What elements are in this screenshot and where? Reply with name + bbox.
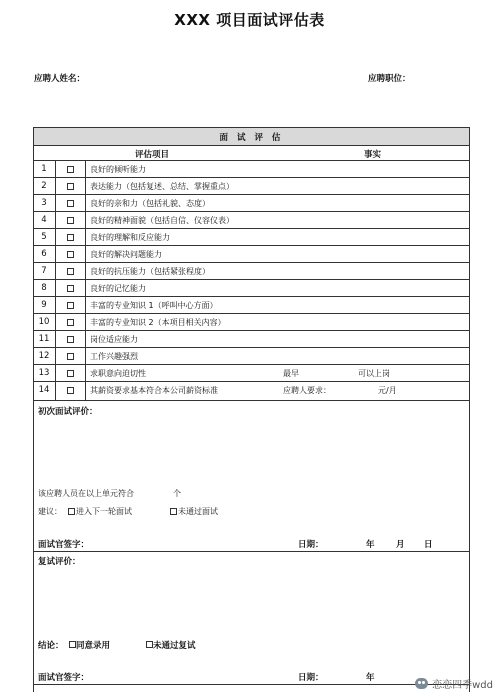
row-item-text: 良好的亲和力（包括礼貌、态度）: [90, 199, 210, 208]
row-extra-value: 元/月: [378, 386, 397, 395]
row-divider: [33, 347, 470, 348]
row-number: 12: [38, 351, 50, 361]
date-year-2: 年: [366, 673, 375, 683]
row-checkbox[interactable]: [67, 319, 74, 326]
row-divider: [33, 160, 470, 161]
row-divider: [33, 364, 470, 365]
watermark-text: 恋恋四季wdd: [432, 680, 493, 691]
watermark: [415, 676, 493, 691]
hire-checkbox[interactable]: [69, 641, 76, 648]
row-number: 2: [41, 181, 47, 191]
row-divider: [33, 177, 470, 178]
row-checkbox[interactable]: [67, 302, 74, 309]
col-line-number: [55, 160, 56, 400]
applicant-name-label: 应聘人姓名：: [34, 74, 86, 84]
interviewer-sign-label-2: 面试官签字：: [38, 673, 90, 683]
row-divider: [33, 279, 470, 280]
row-item-text: 良好的精神面貌（包括自信、仪容仪表）: [90, 216, 234, 225]
row-extra-value: 可以上岗: [358, 369, 390, 378]
row-number: 11: [38, 334, 50, 344]
first-eval-bottom: [33, 551, 470, 552]
suggestion-label: 建议：: [38, 507, 62, 516]
row-checkbox[interactable]: [67, 268, 74, 275]
row-item-text: 丰富的专业知识 1（呼叫中心方面）: [90, 301, 218, 310]
row-item-text: 良好的抗压能力（包括紧张程度）: [90, 267, 210, 276]
row-item-text: 良好的解决问题能力: [90, 250, 162, 259]
row-item-text: 求职意向迫切性: [90, 369, 146, 378]
row-item-text: 其薪资要求基本符合本公司薪资标准: [90, 386, 218, 395]
row-divider: [33, 262, 470, 263]
row-number: 14: [38, 385, 50, 395]
meets-unit: 个: [173, 489, 181, 498]
row-divider: [33, 245, 470, 246]
row-number: 4: [41, 215, 47, 225]
fail2-option: 未通过复试: [153, 641, 196, 651]
row-checkbox[interactable]: [67, 353, 74, 360]
row-item-text: 丰富的专业知识 2（本项目相关内容）: [90, 318, 226, 327]
document-title: XXX 项目面试评估表: [174, 11, 325, 29]
fail-option: 未通过面试: [178, 507, 218, 516]
row-number: 10: [38, 317, 50, 327]
row-divider: [33, 313, 470, 314]
row-number: 3: [41, 198, 47, 208]
row-checkbox[interactable]: [67, 217, 74, 224]
row-divider: [33, 330, 470, 331]
next-round-option: 进入下一轮面试: [76, 507, 132, 516]
row-item-text: 良好的倾听能力: [90, 165, 146, 174]
header-divider: [33, 145, 470, 146]
fail-checkbox[interactable]: [170, 508, 177, 515]
row-number: 5: [41, 232, 47, 242]
date-day: 日: [424, 540, 433, 550]
row-item-text: 工作兴趣强烈: [90, 352, 138, 361]
date-label: 日期：: [298, 540, 324, 550]
row-item-text: 良好的理解和反应能力: [90, 233, 170, 242]
row-checkbox[interactable]: [67, 387, 74, 394]
wechat-icon: [415, 678, 428, 689]
row-number: 6: [41, 249, 47, 259]
first-eval-label: 初次面试评价：: [38, 407, 98, 417]
row-extra-label: 最早: [283, 369, 299, 378]
row-extra-label: 应聘人要求：: [283, 386, 331, 395]
row-number: 8: [41, 283, 47, 293]
row-item-text: 良好的记忆能力: [90, 284, 146, 293]
row-divider: [33, 296, 470, 297]
row-checkbox[interactable]: [67, 370, 74, 377]
table-bottom: [33, 400, 470, 401]
conclusion-label: 结论：: [38, 641, 64, 651]
row-number: 9: [41, 300, 47, 310]
row-item-text: 表达能力（包括复述、总结、掌握重点）: [90, 182, 234, 191]
row-number: 13: [38, 368, 50, 378]
re-eval-label: 复试评价：: [38, 557, 81, 567]
row-checkbox[interactable]: [67, 183, 74, 190]
row-checkbox[interactable]: [67, 285, 74, 292]
row-checkbox[interactable]: [67, 336, 74, 343]
row-checkbox[interactable]: [67, 234, 74, 241]
fail2-checkbox[interactable]: [146, 641, 153, 648]
row-checkbox[interactable]: [67, 166, 74, 173]
row-divider: [33, 211, 470, 212]
row-number: 1: [41, 164, 47, 174]
section-title: 面 试 评 估: [219, 133, 284, 143]
row-checkbox[interactable]: [67, 251, 74, 258]
date-label-2: 日期：: [298, 673, 324, 683]
col-item-header: 评估项目: [135, 150, 170, 160]
col-fact-header: 事实: [364, 150, 382, 160]
col-line-check: [85, 160, 86, 400]
next-round-checkbox[interactable]: [68, 508, 75, 515]
interviewer-sign-label: 面试官签字：: [38, 540, 90, 550]
row-number: 7: [41, 266, 47, 276]
row-divider: [33, 228, 470, 229]
meets-text: 该应聘人员在以上单元符合: [38, 489, 134, 498]
re-eval-bottom: [33, 684, 470, 685]
row-checkbox[interactable]: [67, 200, 74, 207]
hire-option: 同意录用: [76, 641, 111, 651]
position-label: 应聘职位：: [368, 74, 411, 84]
row-divider: [33, 381, 470, 382]
date-month: 月: [396, 540, 405, 550]
row-divider: [33, 194, 470, 195]
row-item-text: 岗位适应能力: [90, 335, 138, 344]
date-year: 年: [366, 540, 375, 550]
